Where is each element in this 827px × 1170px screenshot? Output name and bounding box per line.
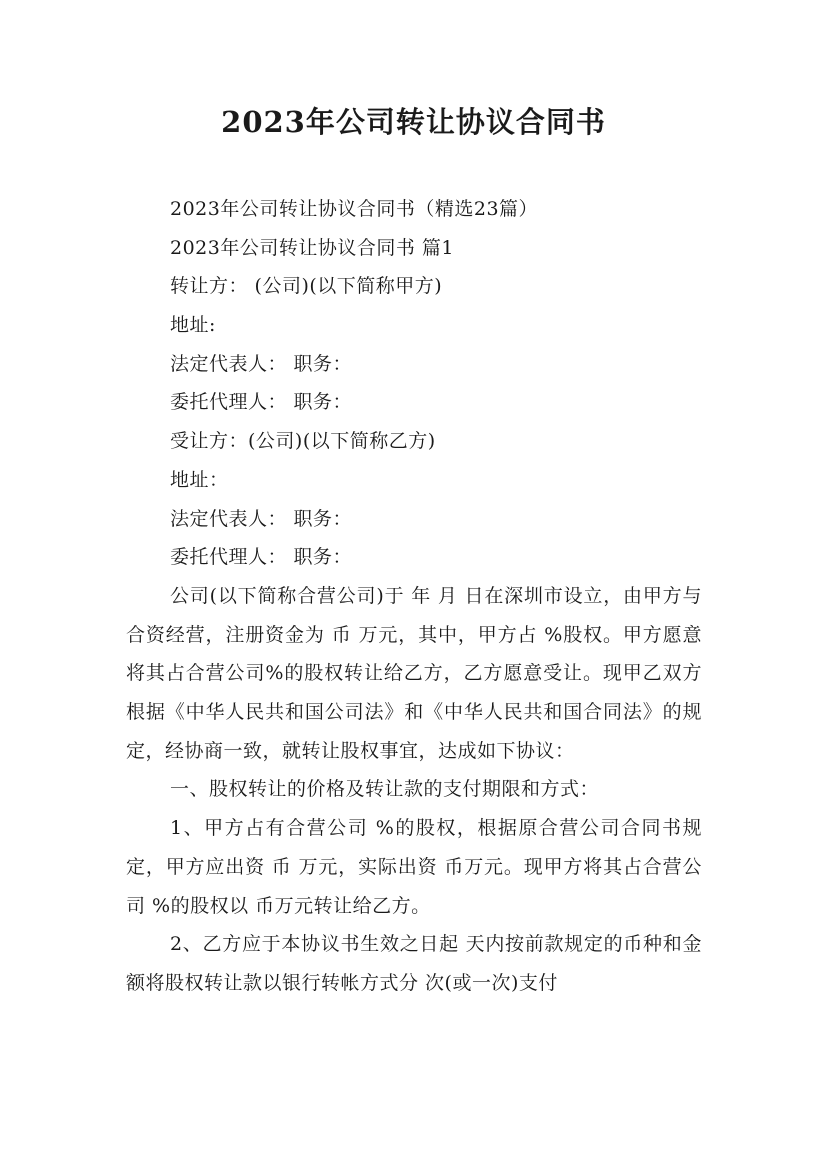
transferor-legal-rep-line: 法定代表人： 职务： [170,352,353,375]
section-heading: 2023年公司转让协议合同书 篇1 [170,236,454,259]
transferee-agent-line: 委托代理人： 职务： [170,546,353,569]
transferor-agent-line: 委托代理人： 职务： [170,391,353,414]
transferee-line: 受让方：(公司)(以下简称乙方) [170,430,436,453]
clause-heading: 一、股权转让的价格及转让款的支付期限和方式： [170,778,600,801]
transferor-line: 转让方： (公司)(以下简称甲方) [170,275,443,298]
transferee-legal-rep-line: 法定代表人： 职务： [170,507,353,530]
transferor-address-line: 地址: [170,314,216,337]
clause-2-paragraph: 2、乙方应于本协议书生效之日起 天内按前款规定的币种和金额将股权转让款以银行转帐方式分 次(或一次)支付 [126,933,702,994]
subtitle-line: 2023年公司转让协议合同书（精选23篇） [170,198,539,220]
transferee-address-line: 地址： [170,468,229,491]
intro-paragraph: 公司(以下简称合营公司)于 年 月 日在深圳市设立，由甲方与 合资经营，注册资金为 币 万元，其中，甲方占 %股权。甲方愿意将其占合营公司%的股权转让给乙方，乙方愿意受让。现甲乙双方根据《中华人民共和国公司法》和《中华人民共和国合同法》的规定，经协商一致，就转让股权事宜，达成如下协议： [126,584,702,762]
document-body [126,190,702,1003]
document-title: 2023年公司转让协议合同书 [221,105,606,139]
clause-1-paragraph: 1、甲方占有合营公司 %的股权，根据原合营公司合同书规定，甲方应出资 币 万元，实际出资 币万元。现甲方将其占合营公司 %的股权以 币万元转让给乙方。 [126,817,702,917]
